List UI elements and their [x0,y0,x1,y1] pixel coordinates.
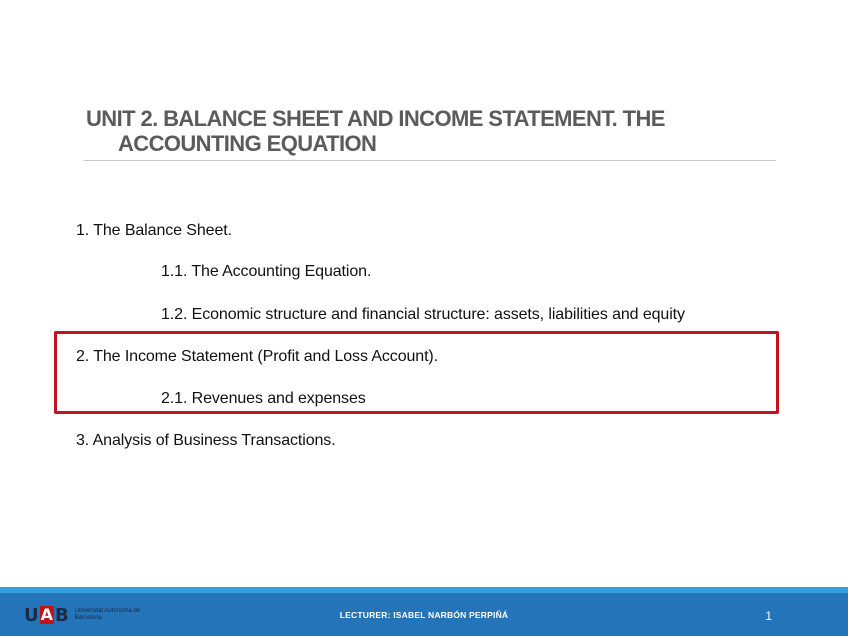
slide-title-line-2: ACCOUNTING EQUATION [118,131,377,156]
page-number: 1 [765,609,772,623]
highlight-box [54,331,779,414]
toc-item-economic-structure: 1.2. Economic structure and financial structure: assets, liabilities and equity [161,306,685,323]
uab-logo-mark: U A B [24,604,69,626]
toc-item-income-statement: 2. The Income Statement (Profit and Loss Account). [76,348,439,365]
title-divider [84,160,776,161]
toc-item-business-transactions: 3. Analysis of Business Transactions. [76,432,336,449]
toc-item-balance-sheet: 1. The Balance Sheet. [76,222,232,239]
slide-title [86,106,776,156]
lecturer-label: LECTURER: ISABEL NARBÓN PERPIÑÁ [339,610,509,620]
toc-item-revenues-expenses: 2.1. Revenues and expenses [161,390,366,407]
uab-logo-text: Universitat Autònoma de Barcelona [74,608,141,621]
footer-bar [0,593,848,636]
slide-title-line-1: UNIT 2. BALANCE SHEET AND INCOME STATEMENT. THE [86,106,665,131]
toc-item-accounting-equation: 1.1. The Accounting Equation. [161,263,372,280]
